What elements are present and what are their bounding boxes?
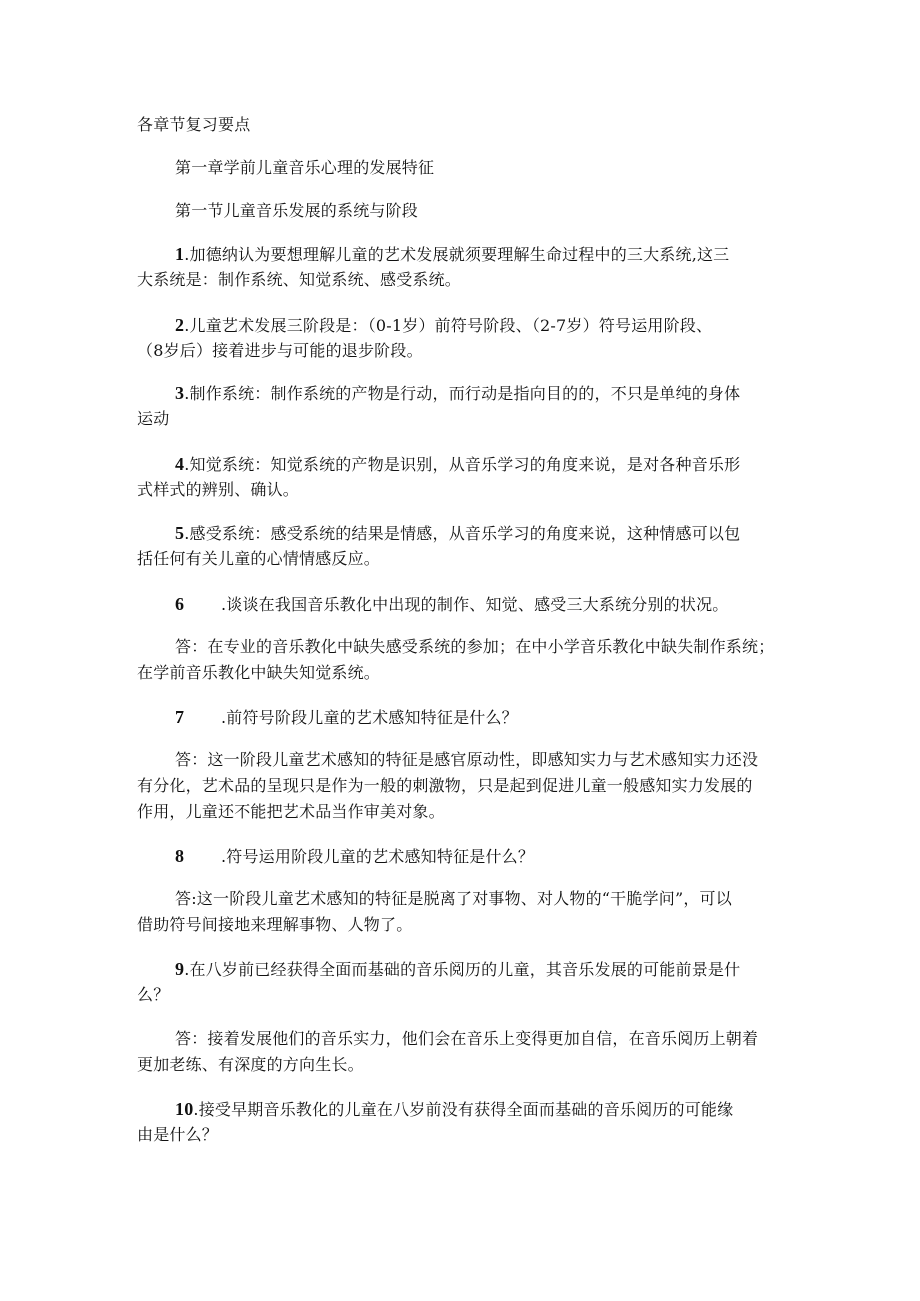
list-item-9-line-2: 么？: [137, 985, 170, 1004]
item-text: .符号运用阶段儿童的艺术感知特征是什么？: [221, 847, 535, 866]
list-item-6-line-1: [175, 591, 729, 618]
list-item-10-line-2: 由是什么？: [137, 1125, 219, 1144]
item-number: 9: [175, 959, 185, 979]
section-heading: 第一节儿童音乐发展的系统与阶段: [175, 201, 419, 220]
item-text: .前符号阶段儿童的艺术感知特征是什么？: [221, 708, 518, 727]
list-item-3-line-1: [175, 380, 740, 407]
list-item-10-line-1: [175, 1096, 733, 1123]
list-item-4-line-2: 式样式的辨别、确认。: [137, 480, 300, 499]
answer-7-line-2: 有分化，艺术品的呈现只是作为一般的刺激物，只是起到促进儿童一般感知实力发展的: [137, 776, 753, 795]
list-item-2-line-1: [175, 312, 712, 339]
item-text: .接受早期音乐教化的儿童在八岁前没有获得全面而基础的音乐阅历的可能缘: [193, 1100, 734, 1119]
list-item-1-line-1: [175, 241, 729, 268]
item-text: .感受系统：感受系统的结果是情感，从音乐学习的角度来说，这种情感可以包: [184, 524, 741, 543]
list-item-4-line-1: [175, 451, 740, 478]
item-number: 6: [175, 594, 185, 614]
answer-6-line-1: 答：在专业的音乐教化中缺失感受系统的参加；在中小学音乐教化中缺失制作系统；: [175, 637, 775, 656]
list-item-1-line-2: 大系统是：制作系统、知觉系统、感受系统。: [137, 270, 462, 289]
list-item-2-line-2: （8岁后）接着进步与可能的退步阶段。: [137, 341, 423, 360]
item-text: .谈谈在我国音乐教化中出现的制作、知觉、感受三大系统分别的状况。: [221, 595, 729, 614]
answer-6-line-2: 在学前音乐教化中缺失知觉系统。: [137, 663, 381, 682]
item-number: 4: [175, 454, 185, 474]
item-number: 10: [175, 1099, 194, 1119]
item-text: .制作系统：制作系统的产物是行动，而行动是指向目的的，不只是单纯的身体: [184, 384, 741, 403]
item-number: 1: [175, 244, 185, 264]
item-text: .儿童艺术发展三阶段是：（0-1岁）前符号阶段、（2-7岁）符号运用阶段、: [184, 316, 713, 335]
answer-9-line-2: 更加老练、有深度的方向生长。: [137, 1055, 364, 1074]
list-item-8-line-1: [175, 843, 534, 870]
answer-7-line-3: 作用，儿童还不能把艺术品当作审美对象。: [137, 802, 445, 821]
item-number: 7: [175, 707, 185, 727]
item-number: 2: [175, 315, 185, 335]
list-item-9-line-1: [175, 956, 740, 983]
item-text: .知觉系统：知觉系统的产物是识别，从音乐学习的角度来说，是对各种音乐形: [184, 455, 741, 474]
list-item-7-line-1: [175, 704, 518, 731]
doc-title: 各章节复习要点: [137, 115, 251, 134]
item-number: 5: [175, 523, 185, 543]
answer-8-line-2: 借助符号间接地来理解事物、人物了。: [137, 915, 413, 934]
list-item-3-line-2: 运动: [137, 409, 170, 428]
answer-9-line-1: 答：接着发展他们的音乐实力，他们会在音乐上变得更加自信，在音乐阅历上朝着: [175, 1029, 759, 1048]
item-number: 8: [175, 846, 185, 866]
chapter-heading: 第一章学前儿童音乐心理的发展特征: [175, 158, 435, 177]
item-text: .加德纳认为要想理解儿童的艺术发展就须要理解生命过程中的三大系统,这三: [184, 245, 730, 264]
answer-8-line-1: 答:这一阶段儿童艺术感知的特征是脱离了对事物、对人物的“干脆学问”，可以: [175, 889, 732, 908]
item-number: 3: [175, 383, 185, 403]
answer-7-line-1: 答：这一阶段儿童艺术感知的特征是感官原动性，即感知实力与艺术感知实力还没: [175, 750, 759, 769]
list-item-5-line-2: 括任何有关儿童的心情情感反应。: [137, 549, 381, 568]
item-text: .在八岁前已经获得全面而基础的音乐阅历的儿童，其音乐发展的可能前景是什: [184, 960, 741, 979]
list-item-5-line-1: [175, 520, 740, 547]
